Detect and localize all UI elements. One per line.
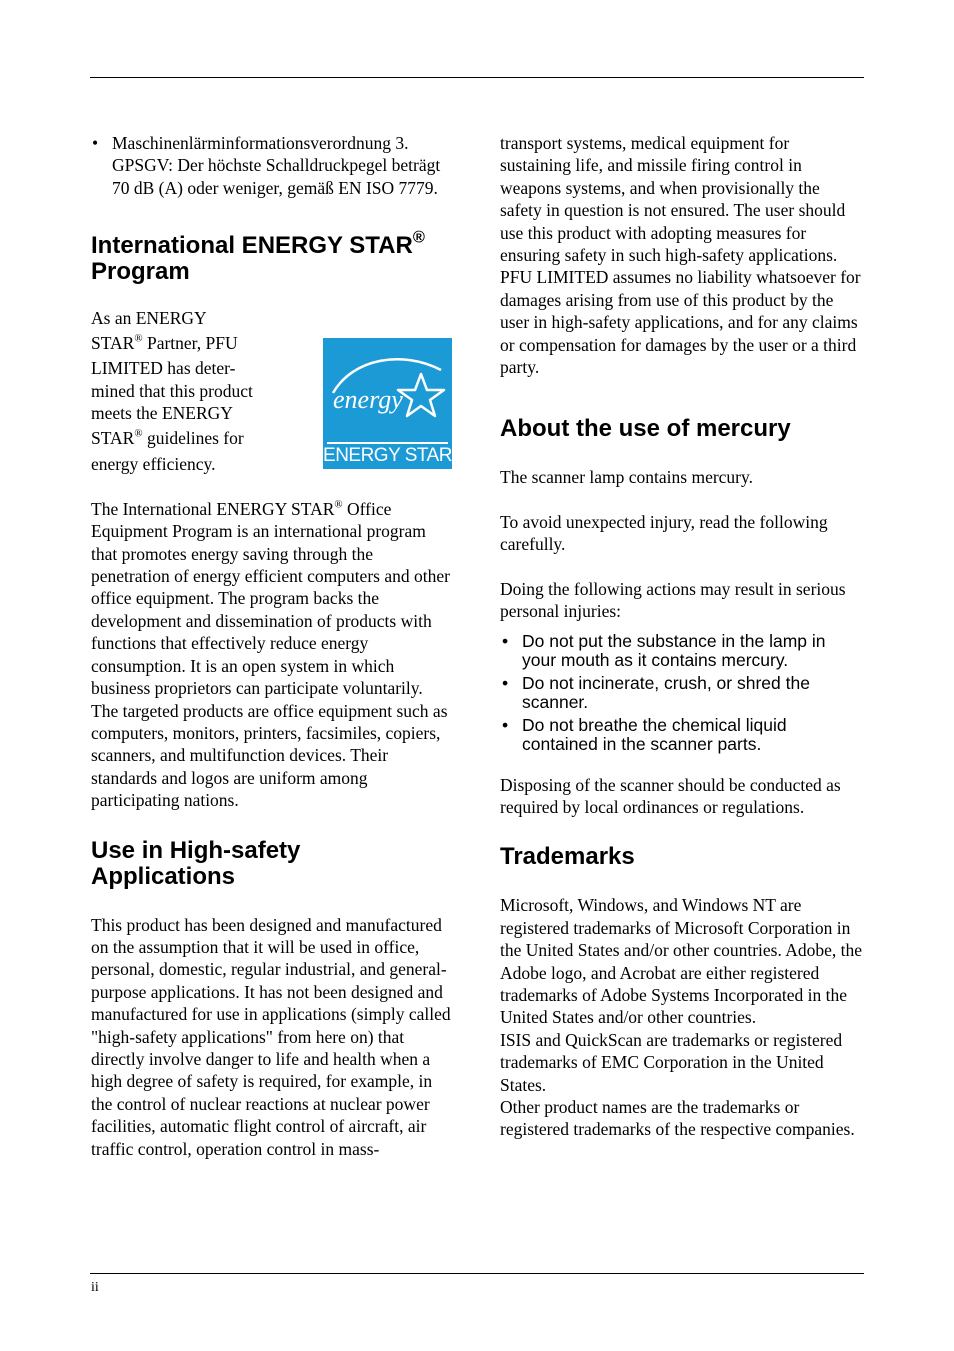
mercury-bullet-list xyxy=(500,632,864,755)
logo-divider xyxy=(327,442,448,444)
mercury-p3: Doing the following actions may result in serious personal injuries: xyxy=(500,578,846,622)
mercury-p1: The scanner lamp contains mercury. xyxy=(500,467,753,488)
bullet-list-noise xyxy=(90,132,453,199)
energy-star-logo-mark xyxy=(323,338,452,442)
header-rule xyxy=(90,77,864,78)
trademarks-p1: Microsoft, Windows, and Windows NT are registered trademarks of Microsoft Corporation in the United States and/or other countries. Adobe, the Adobe logo, and Acrobat are either registered trademarks of Adobe Systems Incorporated in the United States and/or other countries. xyxy=(500,895,863,1028)
page-number: ii xyxy=(91,1280,99,1295)
energy-star-heading: International ENERGY STAR® Program xyxy=(91,228,425,286)
list-item: • Maschinenlärminformationsverordnung 3. GPSGV: Der höchste Schalldruckpegel beträgt 70 dB (A) oder weniger, gemäß EN ISO 7779. xyxy=(90,132,453,199)
mercury-p2: To avoid unexpected injury, read the following carefully. xyxy=(500,511,828,555)
high-safety-heading: Use in High-safety Applications xyxy=(91,836,301,890)
list-item: • Do not breathe the chemical liquid contained in the scanner parts. xyxy=(500,716,864,755)
footer-rule xyxy=(90,1273,864,1274)
energy-program-paragraph: The International ENERGY STAR® Office Equipment Program is an international program that promotes energy saving through the penetration of energy efficient computers and other office equipment. The program backs the development and dissemination of products with functions that effectively reduce energy consumption. It is an open system in which business proprietors can participate voluntarily. The targeted products are office equipment such as computers, monitors, printers, facsimiles, copiers, scanners, and multifunction devices. Their standards and logos are uniform among participating nations. xyxy=(91,498,450,811)
high-safety-paragraph: This product has been designed and manufactured on the assumption that it will be used in office, personal, domestic, regular industrial, and general-purpose applications. It has not been designed and manufactured for use in applications (simply called "high-safety applications" from here on) that directly involve danger to life and health when a high degree of safety is required, for example, in the control of nuclear reactions at nuclear power facilities, automatic flight control of aircraft, air traffic control, operation control in mass- xyxy=(91,914,451,1159)
logo-label: ENERGY STAR xyxy=(323,445,452,466)
trademarks-p2: ISIS and QuickScan are trademarks or registered trademarks of EMC Corporation in the United States. xyxy=(500,1029,843,1095)
svg-text:energy: energy xyxy=(333,385,403,414)
mercury-p4: Disposing of the scanner should be conducted as required by local ordinances or regulations. xyxy=(500,774,841,817)
trademarks-p3: Other product names are the trademarks or registered trademarks of the respective companies. xyxy=(500,1096,855,1140)
list-item: • Do not put the substance in the lamp in your mouth as it contains mercury. xyxy=(500,632,864,671)
energy-intro: As an ENERGY STAR® Partner, PFU LIMITED has deter- mined that this product meets the ENERGY STAR® guidelines for energy efficiency. xyxy=(91,308,253,475)
right-column xyxy=(500,132,864,1141)
high-safety-continued: transport systems, medical equipment for sustaining life, and missile firing control in weapons systems, and when provisionally the safety in question is not ensured. The user should use this product with adopting measures for ensuring safety in such high-safety applications. PFU LIMITED assumes no liability whatsoever for damages arising from use of this product by the user in high-safety applications, and for any claims or compensation for damages by the user or a third party. xyxy=(500,133,861,378)
list-item: • Do not incinerate, crush, or shred the scanner. xyxy=(500,674,864,713)
trademarks-heading: Trademarks xyxy=(500,843,635,871)
energy-star-logo xyxy=(323,338,452,469)
left-column xyxy=(91,132,453,1160)
mercury-heading: About the use of mercury xyxy=(500,415,791,443)
